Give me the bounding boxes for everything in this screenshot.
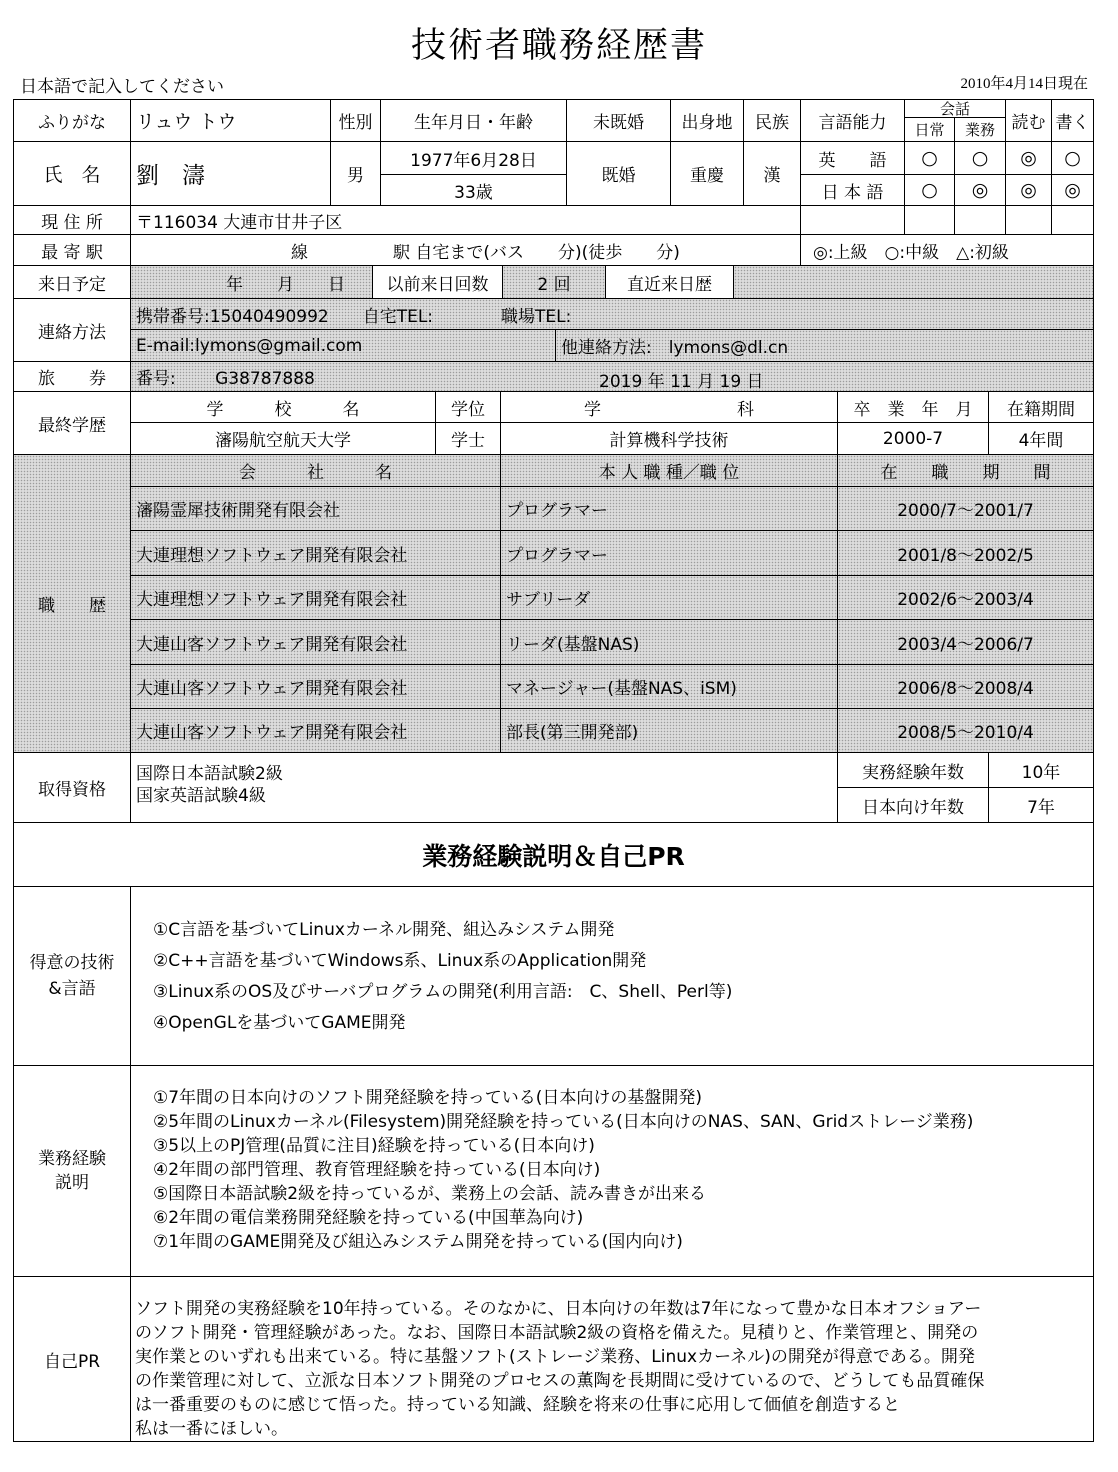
job-company: 大連理想ソフトウェア開発有限会社 xyxy=(131,576,501,620)
major-value: 計算機科学技術 xyxy=(501,423,838,455)
recent-visit-value xyxy=(734,266,1094,299)
passport-expiry: 2019 年 11 月 19 日 xyxy=(599,372,764,392)
job-company: 大連山客ソフトウェア開発有限会社 xyxy=(131,709,501,753)
job-role: プログラマー xyxy=(501,487,838,531)
label-business: 業務 xyxy=(955,118,1006,142)
proficiency-legend: ◎:上級 ○:中級 △:初級 xyxy=(801,235,1094,266)
label-skills: 得意の技術&言語 xyxy=(14,887,131,1066)
qualifications-list xyxy=(131,753,838,823)
label-marital: 未既婚 xyxy=(567,100,671,142)
label-degree: 学位 xyxy=(436,392,501,423)
job-company: 瀋陽霊犀技術開発有限会社 xyxy=(131,487,501,531)
japanese-daily: ○ xyxy=(905,175,955,206)
label-hometown: 出身地 xyxy=(671,100,744,142)
label-education: 最終学歴 xyxy=(14,392,131,455)
experience-list xyxy=(131,1066,1094,1277)
experience-item: ③5以上のPJ管理(品質に注目)経験を持っている(日本向け) xyxy=(153,1136,595,1156)
job-period: 2000/7～2001/7 xyxy=(838,487,1094,531)
label-japanese: 日 本 語 xyxy=(801,175,905,206)
address-value: 〒116034 大連市甘井子区 xyxy=(131,206,801,235)
label-tenure: 在 職 期 間 xyxy=(838,455,1094,487)
label-company: 会 社 名 xyxy=(131,455,501,487)
job-period: 2008/5～2010/4 xyxy=(838,709,1094,753)
instruction-text: 日本語で記入してください xyxy=(20,77,224,97)
job-period: 2003/4～2006/7 xyxy=(838,620,1094,665)
skill-item: ③Linux系のOS及びサーバプログラムの開発(利用言語: C、Shell、Perl等) xyxy=(153,982,733,1002)
experience-item: ⑦1年間のGAME開発及び組込みシステム開発を持っている(国内向け) xyxy=(153,1232,683,1252)
pr-line: 実作業とのいずれも出来ている。特に基盤ソフト(ストレージ業務、Linuxカーネル)の開発が得意である。開発 xyxy=(135,1347,975,1367)
email-value: E-mail:lymons@gmail.com xyxy=(131,330,556,362)
gender-value: 男 xyxy=(331,142,381,206)
other-contact-value: 他連絡方法: lymons@dl.cn xyxy=(556,330,1094,362)
previous-visits-value: 2 回 xyxy=(503,266,606,299)
skill-item: ①C言語を基づいてLinuxカーネル開発、組込みシステム開発 xyxy=(153,920,615,940)
arrival-value: 年 月 日 xyxy=(131,266,373,299)
experience-item: ⑥2年間の電信業務開発経験を持っている(中国華為向け) xyxy=(153,1208,584,1228)
label-gender: 性別 xyxy=(331,100,381,142)
japan-years-value: 7年 xyxy=(989,788,1094,823)
document-title: 技術者職務経歴書 xyxy=(410,26,707,66)
job-period: 2001/8～2002/5 xyxy=(838,531,1094,576)
pr-line: の作業管理に対して、立派な日本ソフト開発のプロセスの薫陶を長期間に受けているので、どうしても品質確保 xyxy=(135,1371,985,1391)
label-experience-years: 実務経験年数 xyxy=(838,753,989,788)
english-daily: ○ xyxy=(905,142,955,175)
skills-list xyxy=(131,887,1094,1066)
label-ethnicity: 民族 xyxy=(744,100,801,142)
label-english: 英 語 xyxy=(801,142,905,175)
label-major: 学 科 xyxy=(501,392,838,423)
label-graduation: 卒 業 年 月 xyxy=(838,392,989,423)
school-value: 瀋陽航空航天大学 xyxy=(131,423,436,455)
job-role: マネージャー(基盤NAS、iSM) xyxy=(501,665,838,709)
marital-value: 既婚 xyxy=(567,142,671,206)
ethnicity-value: 漢 xyxy=(744,142,801,206)
qualification-item: 国家英語試験4級 xyxy=(136,786,266,806)
label-daily: 日常 xyxy=(905,118,955,142)
label-previous-visits: 以前来日回数 xyxy=(373,266,503,299)
label-conversation: 会話 xyxy=(905,100,1006,118)
label-furigana: ふりがな xyxy=(14,100,131,142)
skill-item: ④OpenGLを基づいてGAME開発 xyxy=(153,1013,406,1033)
label-language: 言語能力 xyxy=(801,100,905,142)
resume-table xyxy=(13,99,1094,1442)
station-value: 線 駅 自宅まで(バス 分)(徒歩 分) xyxy=(131,235,801,266)
experience-item: ②5年間のLinuxカーネル(Filesystem)開発経験を持っている(日本向けのNAS、SAN、Gridストレージ業務) xyxy=(153,1112,974,1132)
english-business: ○ xyxy=(955,142,1006,175)
label-work-history: 職 歴 xyxy=(14,455,131,753)
address-blank-2 xyxy=(905,206,955,235)
label-address: 現 住 所 xyxy=(14,206,131,235)
pr-line: ソフト開発の実務経験を10年持っている。そのなかに、日本向けの年数は7年になって豊かな日本オフショアー xyxy=(135,1299,982,1319)
label-experience: 業務経験説明 xyxy=(14,1066,131,1277)
japanese-business: ◎ xyxy=(955,175,1006,206)
name-value: 劉 濤 xyxy=(131,142,331,206)
experience-item: ④2年間の部門管理、教育管理経験を持っている(日本向け) xyxy=(153,1160,601,1180)
furigana-value: リュウ トウ xyxy=(131,100,331,142)
label-self-pr: 自己PR xyxy=(14,1277,131,1442)
label-school: 学 校 名 xyxy=(131,392,436,423)
label-enrollment: 在籍期間 xyxy=(989,392,1094,423)
pr-line: 私は一番にほしい。 xyxy=(135,1419,288,1439)
job-company: 大連理想ソフトウェア開発有限会社 xyxy=(131,531,501,576)
graduation-value: 2000-7 xyxy=(838,423,989,455)
label-birth: 生年月日・年齢 xyxy=(381,100,567,142)
address-blank-1 xyxy=(801,206,905,235)
address-blank-4 xyxy=(1006,206,1052,235)
label-name: 氏 名 xyxy=(14,142,131,206)
label-role: 本 人 職 種／職 位 xyxy=(501,455,838,487)
label-arrival: 来日予定 xyxy=(14,266,131,299)
japanese-read: ◎ xyxy=(1006,175,1052,206)
skill-item: ②C++言語を基づいてWindows系、Linux系のApplication開発 xyxy=(153,951,647,971)
job-period: 2006/8～2008/4 xyxy=(838,665,1094,709)
job-role: サブリーダ xyxy=(501,576,838,620)
enrollment-value: 4年間 xyxy=(989,423,1094,455)
label-qualifications: 取得資格 xyxy=(14,753,131,823)
experience-item: ①7年間の日本向けのソフト開発経験を持っている(日本向けの基盤開発) xyxy=(153,1088,702,1108)
label-write: 書く xyxy=(1052,100,1094,142)
label-read: 読む xyxy=(1006,100,1052,142)
job-role: リーダ(基盤NAS) xyxy=(501,620,838,665)
job-role: 部長(第三開発部) xyxy=(501,709,838,753)
pr-line: は一番重要のものに感じて悟った。持っている知識、経験を将来の仕事に応用して価値を創造すると xyxy=(135,1395,900,1415)
date-text: 2010年4月14日現在 xyxy=(960,76,1088,92)
english-write: ○ xyxy=(1052,142,1094,175)
self-pr-text xyxy=(131,1277,1094,1442)
address-blank-5 xyxy=(1052,206,1094,235)
birth-date-value: 1977年6月28日 xyxy=(381,142,567,175)
section-heading: 業務経験説明＆自己PR xyxy=(14,823,1094,887)
job-company: 大連山客ソフトウェア開発有限会社 xyxy=(131,665,501,709)
hometown-value: 重慶 xyxy=(671,142,744,206)
japanese-write: ◎ xyxy=(1052,175,1094,206)
english-read: ◎ xyxy=(1006,142,1052,175)
age-value: 33歳 xyxy=(381,175,567,206)
phone-value: 携帯番号:15040490992 自宅TEL: 職場TEL: xyxy=(131,299,1094,330)
label-contact: 連絡方法 xyxy=(14,299,131,362)
label-japan-years: 日本向け年数 xyxy=(838,788,989,823)
label-recent-visit: 直近来日歴 xyxy=(606,266,734,299)
experience-years-value: 10年 xyxy=(989,753,1094,788)
address-blank-3 xyxy=(955,206,1006,235)
job-company: 大連山客ソフトウェア開発有限会社 xyxy=(131,620,501,665)
experience-item: ⑤国際日本語試験2級を持っているが、業務上の会話、読み書きが出来る xyxy=(153,1184,707,1204)
job-period: 2002/6～2003/4 xyxy=(838,576,1094,620)
label-passport: 旅 券 xyxy=(14,362,131,392)
pr-line: のソフト開発・管理経験があった。なお、国際日本語試験2級の資格を備えた。見積りと、作業管理と、開発の xyxy=(135,1323,979,1343)
passport-number: 番号: G38787888 xyxy=(131,362,1094,392)
job-role: プログラマー xyxy=(501,531,838,576)
label-station: 最 寄 駅 xyxy=(14,235,131,266)
degree-value: 学士 xyxy=(436,423,501,455)
qualification-item: 国際日本語試験2級 xyxy=(136,764,283,784)
